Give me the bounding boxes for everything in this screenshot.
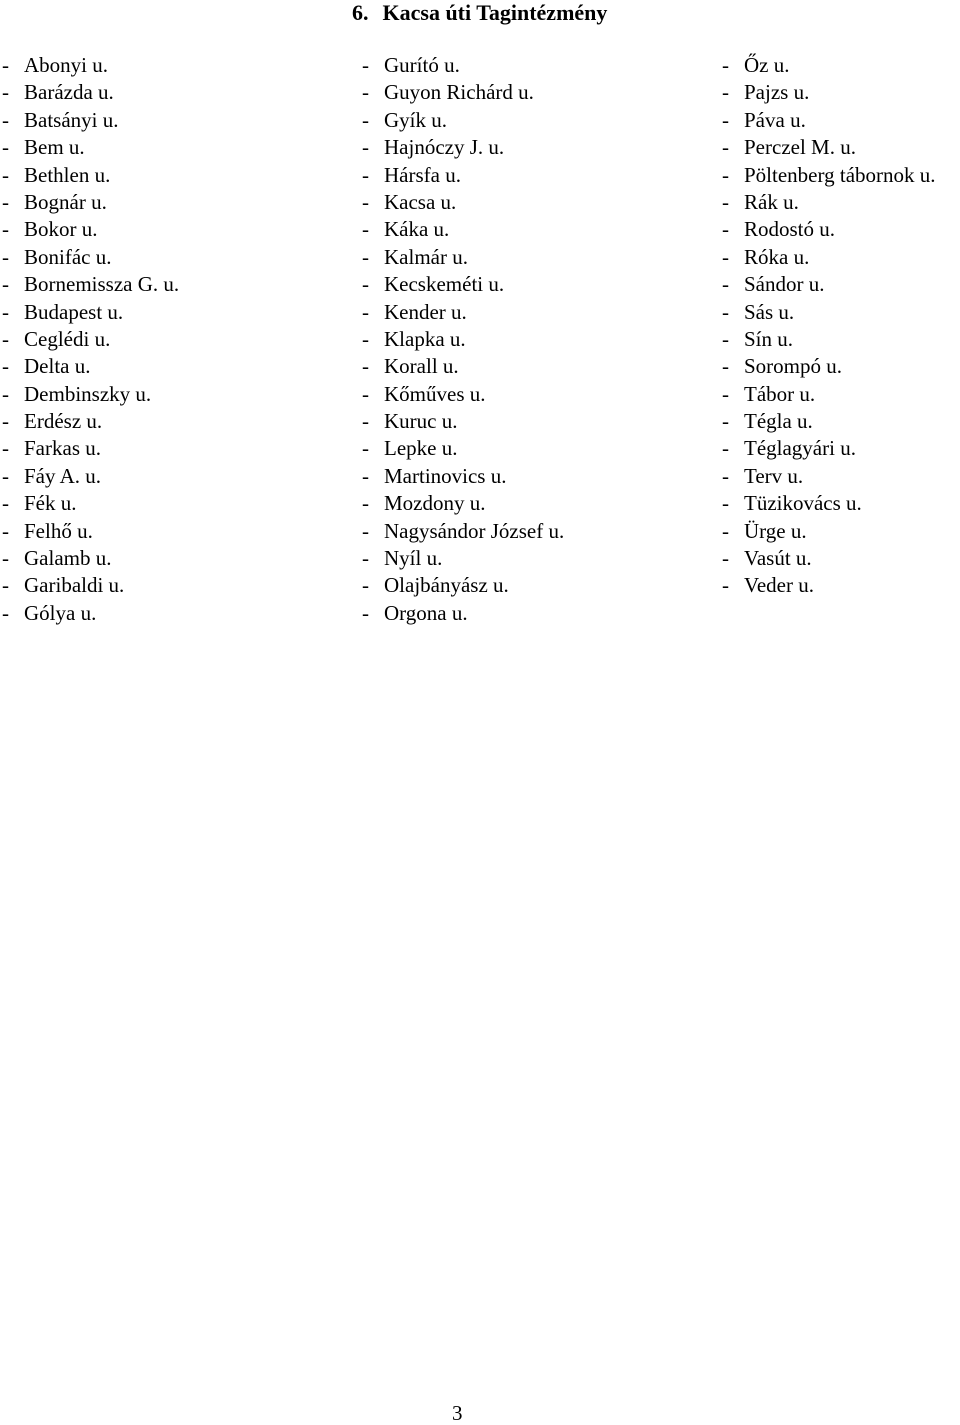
list-bullet: -	[362, 463, 369, 488]
street-list-item	[722, 299, 936, 326]
street-list-item	[722, 216, 936, 243]
street-name: Bognár u.	[24, 189, 107, 214]
street-list-item	[722, 435, 936, 462]
list-bullet: -	[362, 299, 369, 324]
list-bullet: -	[362, 546, 369, 571]
street-name: Gurító u.	[384, 53, 460, 77]
street-name: Őz u.	[744, 53, 790, 77]
street-list-item	[362, 189, 564, 216]
street-list-item	[2, 216, 179, 243]
street-list-item	[2, 79, 179, 106]
street-list-item	[2, 299, 179, 326]
street-name: Gyík u.	[384, 107, 447, 132]
street-list-column-1	[2, 52, 179, 627]
list-bullet: -	[722, 189, 729, 214]
street-name: Dembinszky u.	[24, 381, 152, 406]
street-name: Tégla u.	[744, 409, 813, 434]
street-name: Bokor u.	[24, 217, 98, 242]
street-list-item	[362, 52, 564, 79]
list-bullet: -	[362, 436, 369, 461]
street-name: Erdész u.	[24, 409, 103, 434]
street-list-item	[722, 134, 936, 161]
street-name: Barázda u.	[24, 80, 114, 105]
list-bullet: -	[2, 53, 9, 77]
list-bullet: -	[722, 518, 729, 543]
list-bullet: -	[2, 381, 9, 406]
street-list-item	[722, 545, 936, 572]
street-name: Bonifác u.	[24, 244, 112, 269]
list-bullet: -	[2, 244, 9, 269]
street-name: Lepke u.	[384, 436, 458, 461]
section-number: 6.	[352, 0, 369, 25]
street-list-item	[2, 107, 179, 134]
list-bullet: -	[722, 299, 729, 324]
street-list-item	[722, 381, 936, 408]
street-name: Rodostó u.	[744, 217, 836, 242]
street-name: Kacsa u.	[384, 189, 457, 214]
list-bullet: -	[2, 546, 9, 571]
list-bullet: -	[722, 409, 729, 434]
list-bullet: -	[362, 80, 369, 105]
list-bullet: -	[722, 80, 729, 105]
street-name: Terv u.	[744, 463, 804, 488]
street-name: Veder u.	[744, 573, 814, 598]
list-bullet: -	[362, 326, 369, 351]
list-bullet: -	[722, 217, 729, 242]
street-list-item	[2, 381, 179, 408]
street-name: Galamb u.	[24, 546, 112, 571]
street-name: Bornemissza G. u.	[24, 272, 180, 297]
list-bullet: -	[722, 162, 729, 187]
list-bullet: -	[722, 244, 729, 269]
list-bullet: -	[362, 518, 369, 543]
street-name: Hársfa u.	[384, 162, 461, 187]
list-bullet: -	[362, 107, 369, 132]
street-name: Klapka u.	[384, 326, 466, 351]
list-bullet: -	[362, 409, 369, 434]
list-bullet: -	[722, 135, 729, 160]
street-name: Téglagyári u.	[744, 436, 856, 461]
list-bullet: -	[722, 53, 729, 77]
street-list-item	[2, 435, 179, 462]
street-name: Sín u.	[744, 326, 794, 351]
street-list-item	[362, 381, 564, 408]
street-list-item	[722, 52, 936, 79]
street-name: Guyon Richárd u.	[384, 80, 534, 105]
street-list-item	[2, 134, 179, 161]
street-list-item	[2, 600, 179, 627]
street-list-item	[362, 216, 564, 243]
street-name: Perczel M. u.	[744, 135, 856, 160]
street-list-column-2	[362, 52, 564, 627]
street-name: Pajzs u.	[744, 80, 810, 105]
street-list-item	[2, 271, 179, 298]
street-list-item	[362, 572, 564, 599]
street-list-item	[362, 435, 564, 462]
list-bullet: -	[362, 162, 369, 187]
street-list-item	[722, 107, 936, 134]
street-list-item	[2, 244, 179, 271]
street-list-item	[2, 408, 179, 435]
list-bullet: -	[722, 546, 729, 571]
street-name: Ürge u.	[744, 518, 807, 543]
list-bullet: -	[362, 189, 369, 214]
street-name: Kalmár u.	[384, 244, 468, 269]
street-name: Sándor u.	[744, 272, 825, 297]
street-list-item	[722, 244, 936, 271]
street-list-item	[722, 271, 936, 298]
list-bullet: -	[722, 326, 729, 351]
street-name: Kőműves u.	[384, 381, 486, 406]
list-bullet: -	[362, 381, 369, 406]
street-name: Budapest u.	[24, 299, 124, 324]
street-list-item	[362, 490, 564, 517]
street-name: Nyíl u.	[384, 546, 443, 571]
street-name: Delta u.	[24, 354, 91, 379]
street-list-item	[362, 408, 564, 435]
list-bullet: -	[722, 573, 729, 598]
list-bullet: -	[2, 189, 9, 214]
street-list-item	[2, 490, 179, 517]
list-bullet: -	[362, 244, 369, 269]
list-bullet: -	[362, 217, 369, 242]
street-name: Kuruc u.	[384, 409, 458, 434]
street-name: Kecskeméti u.	[384, 272, 505, 297]
street-name: Fáy A. u.	[24, 463, 102, 488]
list-bullet: -	[722, 463, 729, 488]
section-title: Kacsa úti Tagintézmény	[382, 0, 608, 25]
street-name: Pöltenberg tábornok u.	[744, 162, 936, 187]
street-name: Batsányi u.	[24, 107, 119, 132]
street-list-item	[722, 572, 936, 599]
street-name: Abonyi u.	[24, 53, 108, 77]
street-list-item	[362, 299, 564, 326]
street-name: Korall u.	[384, 354, 459, 379]
street-list-item	[362, 271, 564, 298]
list-bullet: -	[362, 135, 369, 160]
list-bullet: -	[362, 53, 369, 77]
street-list-item	[362, 600, 564, 627]
list-bullet: -	[2, 518, 9, 543]
list-bullet: -	[2, 573, 9, 598]
street-list-item	[722, 518, 936, 545]
street-list-item	[362, 79, 564, 106]
list-bullet: -	[722, 354, 729, 379]
list-bullet: -	[2, 162, 9, 187]
list-bullet: -	[722, 381, 729, 406]
street-list-item	[722, 353, 936, 380]
list-bullet: -	[2, 409, 9, 434]
street-name: Vasút u.	[744, 546, 812, 571]
list-bullet: -	[362, 491, 369, 516]
list-bullet: -	[2, 135, 9, 160]
list-bullet: -	[2, 272, 9, 297]
street-name: Káka u.	[384, 217, 450, 242]
street-name: Garibaldi u.	[24, 573, 125, 598]
street-name: Róka u.	[744, 244, 810, 269]
page-number: 3	[452, 1401, 463, 1425]
street-list-item	[2, 572, 179, 599]
list-bullet: -	[722, 491, 729, 516]
street-name: Sorompó u.	[744, 354, 843, 379]
street-list-item	[362, 353, 564, 380]
street-list-item	[2, 518, 179, 545]
list-bullet: -	[362, 272, 369, 297]
list-bullet: -	[722, 272, 729, 297]
street-name: Farkas u.	[24, 436, 101, 461]
street-list-item	[362, 162, 564, 189]
street-list-item	[722, 408, 936, 435]
street-name: Olajbányász u.	[384, 573, 509, 598]
street-list-item	[362, 463, 564, 490]
street-list-item	[2, 162, 179, 189]
street-list-item	[2, 353, 179, 380]
street-list-column-3	[722, 52, 936, 600]
street-list-item	[362, 326, 564, 353]
street-list-item	[722, 326, 936, 353]
list-bullet: -	[2, 217, 9, 242]
list-bullet: -	[2, 107, 9, 132]
street-name: Tábor u.	[744, 381, 816, 406]
street-name: Tüzikovács u.	[744, 491, 862, 516]
street-list-item	[362, 545, 564, 572]
street-name: Fék u.	[24, 491, 77, 516]
street-name: Hajnóczy J. u.	[384, 135, 505, 160]
street-list-item	[2, 189, 179, 216]
street-name: Gólya u.	[24, 600, 97, 625]
street-name: Páva u.	[744, 107, 806, 132]
street-list-item	[2, 463, 179, 490]
street-name: Martinovics u.	[384, 463, 507, 488]
street-name: Bem u.	[24, 135, 85, 160]
list-bullet: -	[2, 491, 9, 516]
street-name: Kender u.	[384, 299, 467, 324]
list-bullet: -	[362, 600, 369, 625]
street-list-item	[2, 545, 179, 572]
list-bullet: -	[2, 600, 9, 625]
street-name: Sás u.	[744, 299, 795, 324]
list-bullet: -	[2, 299, 9, 324]
list-bullet: -	[722, 436, 729, 461]
street-name: Felhő u.	[24, 518, 93, 543]
street-list-item	[2, 52, 179, 79]
street-list-item	[722, 79, 936, 106]
street-name: Bethlen u.	[24, 162, 111, 187]
page-title	[352, 0, 607, 26]
list-bullet: -	[2, 326, 9, 351]
street-list-item	[722, 189, 936, 216]
street-list-item	[362, 244, 564, 271]
street-name: Nagysándor József u.	[384, 518, 565, 543]
street-list-item	[362, 134, 564, 161]
street-name: Rák u.	[744, 189, 799, 214]
list-bullet: -	[2, 463, 9, 488]
street-list-item	[722, 162, 936, 189]
street-list-item	[362, 518, 564, 545]
street-list-item	[722, 490, 936, 517]
street-list-item	[2, 326, 179, 353]
list-bullet: -	[362, 354, 369, 379]
list-bullet: -	[2, 354, 9, 379]
street-list-item	[362, 107, 564, 134]
street-name: Orgona u.	[384, 600, 468, 625]
list-bullet: -	[362, 573, 369, 598]
list-bullet: -	[2, 436, 9, 461]
list-bullet: -	[2, 80, 9, 105]
street-name: Mozdony u.	[384, 491, 486, 516]
street-name: Ceglédi u.	[24, 326, 111, 351]
list-bullet: -	[722, 107, 729, 132]
street-list-item	[722, 463, 936, 490]
